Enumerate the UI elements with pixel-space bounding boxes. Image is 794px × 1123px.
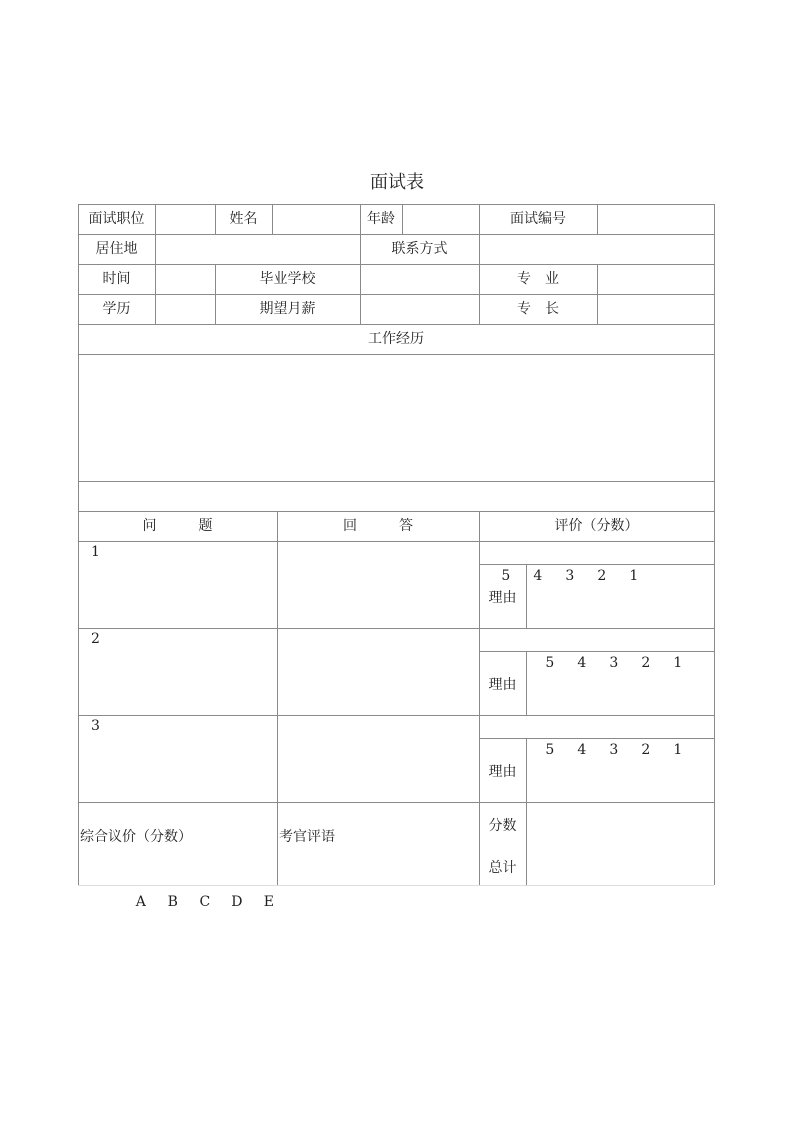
grade-option[interactable]: D (231, 894, 243, 910)
reason-label: 理由 (488, 677, 517, 693)
score-options (472, 542, 650, 584)
reason-label: 理由 (488, 590, 517, 606)
label-position: 面试职位 (88, 211, 145, 227)
score-option[interactable]: 4 (577, 742, 587, 758)
table-rule (597, 264, 598, 324)
label-age: 年龄 (367, 211, 395, 227)
table-rule (78, 481, 714, 482)
score-options (516, 629, 694, 671)
col-question: 问 题 (142, 518, 213, 534)
score-option[interactable]: 3 (565, 568, 575, 584)
question-number: 3 (91, 718, 100, 734)
work-experience-heading: 工作经历 (368, 331, 424, 347)
label-time: 时间 (102, 271, 131, 287)
label-salary: 期望月薪 (259, 301, 316, 317)
table-rule (272, 204, 273, 234)
question-number: 1 (91, 544, 100, 560)
table-rule (78, 802, 714, 803)
table-rule (277, 511, 278, 885)
grade-options (107, 868, 285, 910)
label-residence: 居住地 (95, 241, 138, 257)
question-number: 2 (91, 631, 100, 647)
reason-label: 理由 (488, 764, 517, 780)
table-rule (78, 294, 714, 295)
grade-option[interactable]: C (199, 894, 211, 910)
score-option[interactable]: 1 (673, 742, 683, 758)
label-major: 专 业 (517, 271, 559, 287)
score-option[interactable]: 4 (577, 655, 587, 671)
score-option[interactable]: 3 (609, 655, 619, 671)
table-rule (402, 204, 403, 234)
label-specialty: 专 长 (517, 301, 559, 317)
score-option[interactable]: 4 (533, 568, 543, 584)
table-rule (78, 354, 714, 355)
grade-option[interactable]: E (263, 894, 274, 910)
grade-option[interactable]: A (135, 894, 146, 910)
table-rule (714, 204, 715, 885)
score-option[interactable]: 3 (609, 742, 619, 758)
examiner-comments-label: 考官评语 (279, 829, 335, 845)
score-option[interactable]: 1 (673, 655, 683, 671)
score-option[interactable]: 5 (545, 655, 555, 671)
grade-option[interactable]: B (167, 894, 178, 910)
label-name: 姓名 (229, 211, 258, 227)
overall-rating-label: 综合议价（分数） (80, 829, 192, 845)
score-option[interactable]: 2 (597, 568, 607, 584)
label-contact: 联系方式 (391, 241, 448, 257)
label-education: 学历 (102, 301, 131, 317)
label-interview-no: 面试编号 (510, 211, 566, 227)
col-answer: 回 答 (343, 518, 413, 534)
score-option[interactable]: 2 (641, 655, 651, 671)
score-label: 分数 (488, 818, 517, 834)
score-option[interactable]: 5 (501, 568, 511, 584)
col-rating: 评价（分数） (554, 518, 639, 534)
form-title: 面试表 (370, 172, 424, 193)
table-rule (155, 204, 156, 324)
table-rule (78, 264, 714, 265)
total-label: 总计 (488, 860, 517, 876)
score-option[interactable]: 1 (629, 568, 639, 584)
table-rule (597, 204, 598, 234)
score-option[interactable]: 2 (641, 742, 651, 758)
label-school: 毕业学校 (259, 271, 316, 287)
score-option[interactable]: 5 (545, 742, 555, 758)
score-options (516, 716, 694, 758)
